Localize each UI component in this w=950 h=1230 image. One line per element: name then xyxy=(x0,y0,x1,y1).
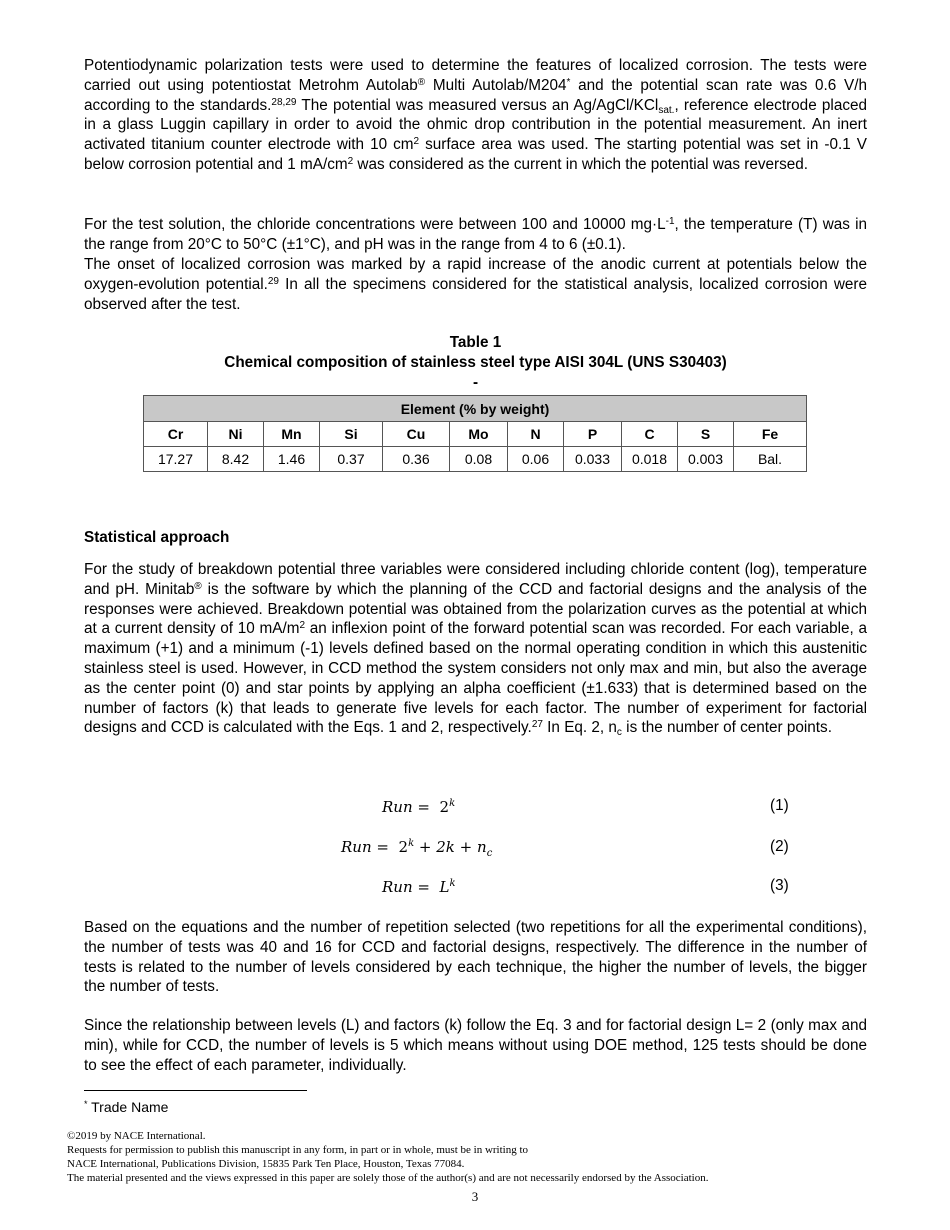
paragraph-test-solution: For the test solution, the chloride concentrations were between 100 and 10000 $mg\cdot L^{-1}$, the temperature (T) was in the range from 20°C to 50°C (±1°C), and pH was in the range from 4 to 6 (±0.1). xyxy=(84,216,867,253)
footnote: * Trade Name xyxy=(84,1099,169,1115)
table-header-row xyxy=(144,422,807,447)
citation: 28,29 xyxy=(271,96,297,108)
column-header: C xyxy=(622,422,678,447)
column-header: P xyxy=(564,422,622,447)
footnote-divider xyxy=(84,1090,307,1091)
table-caption: Chemical composition of stainless steel type AISI 304L (UNS S30403) xyxy=(224,354,727,371)
table-cell: Bal. xyxy=(734,447,807,472)
equation-2: Run = $2^k + 2k + n_c$ xyxy=(341,838,493,859)
column-header: Cr xyxy=(144,422,208,447)
copyright-line: ©2019 by NACE International. xyxy=(67,1130,206,1142)
table-cell: 0.37 xyxy=(320,447,383,472)
citation: 27 xyxy=(531,719,543,731)
table-cell: 0.018 xyxy=(622,447,678,472)
column-header: Mn xyxy=(264,422,320,447)
equation-number: (3) xyxy=(770,877,789,894)
column-header: Cu xyxy=(383,422,450,447)
copyright-notice xyxy=(67,1129,708,1185)
table-title: Table 1 xyxy=(449,334,502,351)
copyright-line: The material presented and the views expressed in this paper are solely those of the author(s) and are not necessarily endorsed by the Association. xyxy=(67,1172,709,1184)
paragraph-statistical-approach: For the study of breakdown potential three variables were considered including chloride content (log), temperature and pH. Minitab® is the software by which the planning of the CCD and factorial designs and the analysis of the responses were achieved. Breakdown potential was obtained from the polarization curves as the potential at which at a current density of 10 $mA/m^2$ an inflexion point of the forward potential scan was recorded. For each variable, a maximum (+1) and a minimum (-1) levels defined based on the normal operating condition in which this austenitic stainless steel is used. However, in CCD method the system considers not only max and min, but also the average as the center point (0) and star points by applying an alpha coefficient (±1.633) that is determined based on the number of factors (k) that leads to generate five levels for each factor. The number of experiment for factorial designs and CCD is calculated with the Eqs. 1 and 2, respectively.$^{27}$ In Eq. 2, $n_c$ is the number of center points. xyxy=(84,561,867,739)
paragraph-levels-factors: Since the relationship between levels (L) and factors (k) follow the Eq. 3 and for factorial design L= 2 (only max and min), while for CCD, the number of levels is 5 which means without using DOE method, 125 tests should be done to see the effect of each parameter, individually. xyxy=(84,1017,867,1074)
table-cell: 0.08 xyxy=(450,447,508,472)
column-header: Si xyxy=(320,422,383,447)
composition-table xyxy=(143,395,807,472)
citation: 29 xyxy=(267,275,279,287)
table-cell: 0.003 xyxy=(678,447,734,472)
copyright-line: NACE International, Publications Division, 15835 Park Ten Place, Houston, Texas 77084. xyxy=(67,1158,465,1170)
table-cell: 0.36 xyxy=(383,447,450,472)
column-header: N xyxy=(508,422,564,447)
table-caption-dash: - xyxy=(472,374,479,391)
equation-number: (1) xyxy=(770,797,789,814)
equation-number: (2) xyxy=(770,838,789,855)
paragraph-polarization-tests: Potentiodynamic polarization tests were used to determine the features of localized corrosion. The tests were carried out using potentiostat Metrohm Autolab® Multi Autolab/M204* and the potential scan rate was 0.6 V/h according to the standards.$^{28,29}$ The potential was measured versus an Ag/AgCl/KCl$_{sat.}$, reference electrode placed in a glass Luggin capillary in order to avoid the ohmic drop contribution in the potential measurement. An inert activated titanium counter electrode with 10 $cm^2$ surface area was used. The starting potential was set in -0.1 V below corrosion potential and 1 $mA/cm^2$ was considered as the current in which the potential was reversed. xyxy=(84,57,867,173)
column-header: Mo xyxy=(450,422,508,447)
table-cell: 17.27 xyxy=(144,447,208,472)
table-cell: 0.033 xyxy=(564,447,622,472)
copyright-line: Requests for permission to publish this manuscript in any form, in part or in whole, must be in writing to xyxy=(67,1144,529,1156)
table-cell: 0.06 xyxy=(508,447,564,472)
table-cell: 8.42 xyxy=(208,447,264,472)
section-heading: Statistical approach xyxy=(84,529,230,546)
paragraph-repetitions: Based on the equations and the number of repetition selected (two repetitions for all the experimental conditions), the number of tests was 40 and 16 for CCD and factorial designs, respectively. The difference in the number of tests is related to the number of levels considered by each technique, the higher the number of levels, the bigger the number of tests. xyxy=(84,919,867,996)
column-header: Fe xyxy=(734,422,807,447)
equation-3: Run = $L^k$ xyxy=(382,878,456,896)
table-group-header: Element (% by weight) xyxy=(144,396,807,422)
paragraph-localized-corrosion-onset: The onset of localized corrosion was marked by a rapid increase of the anodic current at potentials below the oxygen-evolution potential.$^{29}$ In all the specimens considered for the statistical analysis, localized corrosion were observed after the test. xyxy=(84,256,867,313)
table-row xyxy=(144,447,807,472)
equation-1: Run = 2$^k$ xyxy=(382,798,456,816)
column-header: S xyxy=(678,422,734,447)
column-header: Ni xyxy=(208,422,264,447)
table-cell: 1.46 xyxy=(264,447,320,472)
page-number: 3 xyxy=(471,1189,479,1204)
